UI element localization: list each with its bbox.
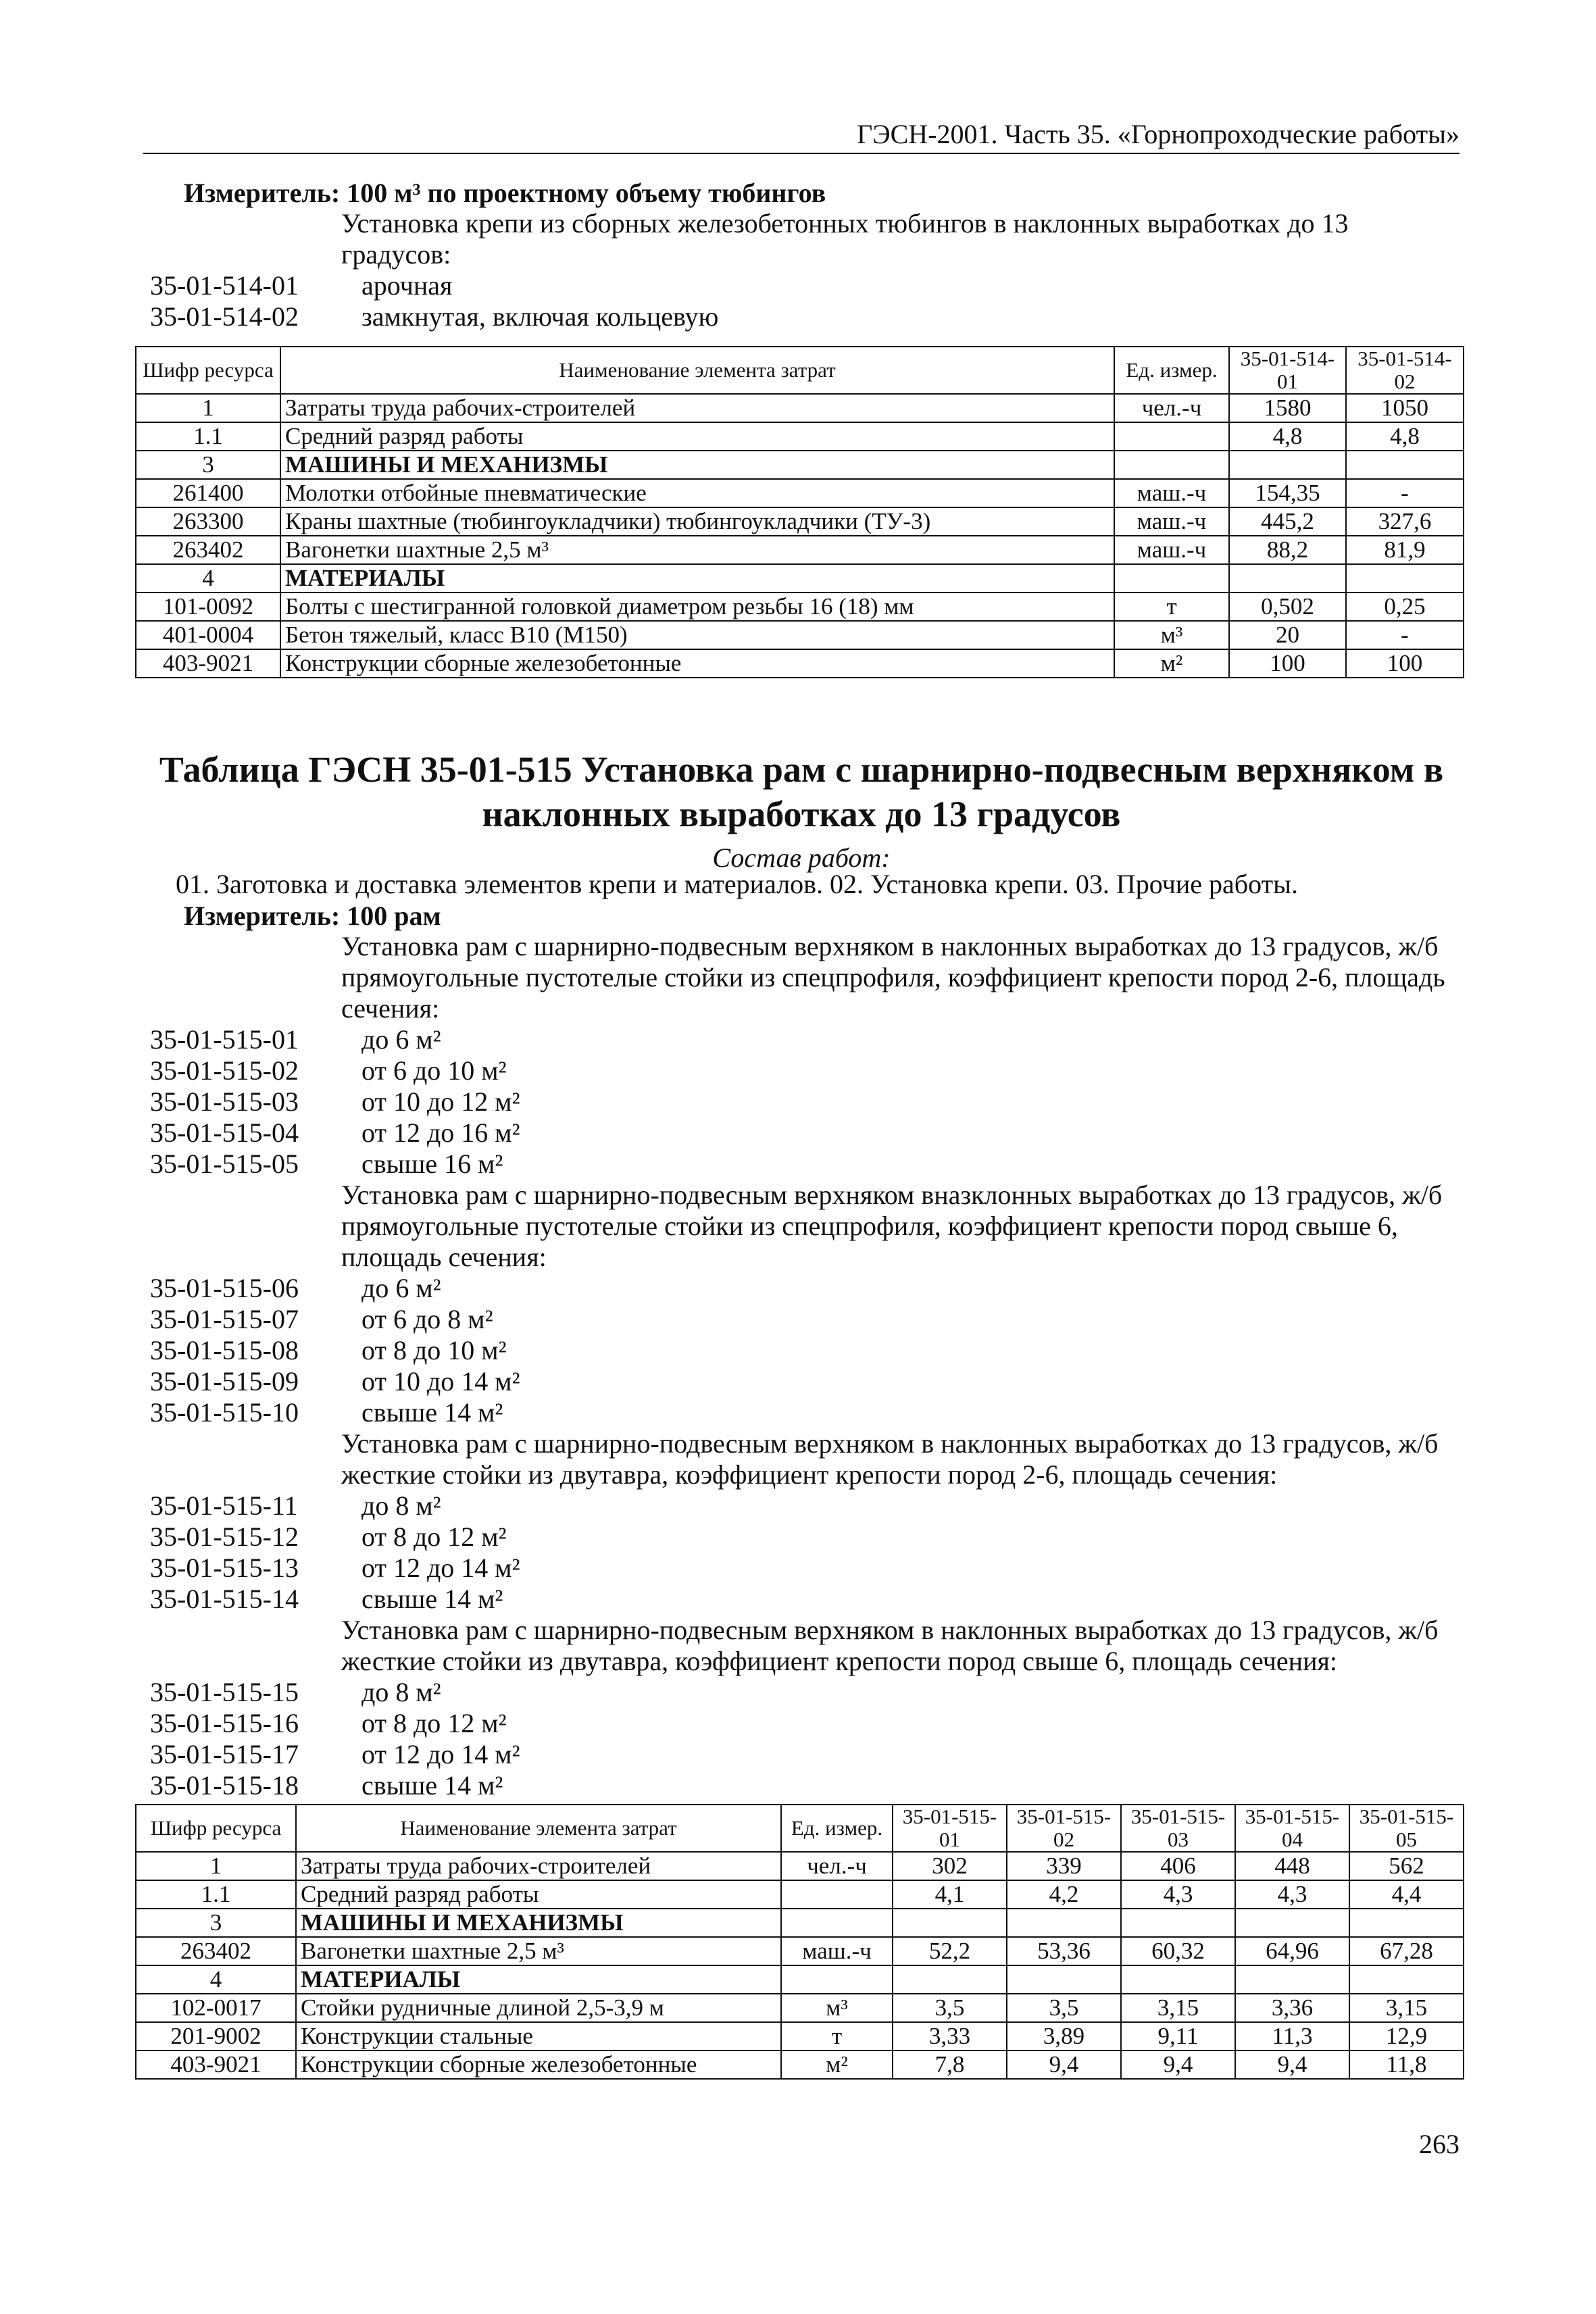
description-line: прямоугольные пустотелые стойки из спецпрофиля, коэффициент крепости пород 2-6, площадь: [341, 962, 1445, 992]
value-cell: [1346, 451, 1464, 479]
table-row: [136, 2022, 1464, 2051]
item-label: свыше 14 м²: [361, 1397, 503, 1428]
value-cell: 4,4: [1349, 1880, 1464, 1909]
value-cell: [1346, 564, 1464, 593]
value-cell: 0,502: [1229, 593, 1346, 621]
value-cell: 327,6: [1346, 507, 1464, 536]
resource-code-cell: 102-0017: [136, 1994, 296, 2022]
value-cell: 154,35: [1229, 479, 1346, 507]
resource-table-1: [135, 346, 1464, 678]
value-cell: 9,4: [1235, 2051, 1349, 2079]
item-code: 35-01-515-04: [150, 1117, 299, 1148]
resource-code-cell: 3: [136, 451, 280, 479]
table-title: Таблица ГЭСН 35-01-515 Установка рам с шарнирно-подвесным верхняком в: [159, 749, 1444, 790]
description-line: площадь сечения:: [341, 1242, 547, 1272]
resource-code-cell: 403-9021: [136, 649, 280, 678]
item-label: от 10 до 12 м²: [361, 1086, 520, 1117]
table-row: [136, 507, 1464, 536]
value-cell: 4,2: [1007, 1880, 1121, 1909]
value-cell: 302: [893, 1852, 1007, 1880]
value-cell: 60,32: [1121, 1937, 1235, 1965]
unit-cell: [781, 1880, 893, 1909]
item-code: 35-01-515-11: [150, 1490, 298, 1521]
value-cell: 339: [1007, 1852, 1121, 1880]
table-row: [136, 1880, 1464, 1909]
value-cell: [1349, 1965, 1464, 1994]
resource-name-cell: Вагонетки шахтные 2,5 м³: [280, 536, 1114, 564]
item-code: 35-01-515-03: [150, 1086, 299, 1117]
column-header: 35-01-515-04: [1235, 1805, 1349, 1852]
item-label: от 10 до 14 м²: [361, 1366, 520, 1397]
resource-name-cell: МАТЕРИАЛЫ: [280, 564, 1114, 593]
item-label: от 8 до 12 м²: [361, 1521, 507, 1552]
value-cell: 448: [1235, 1852, 1349, 1880]
description-line: жесткие стойки из двутавра, коэффициент крепости пород 2-6, площадь сечения:: [341, 1459, 1278, 1490]
value-cell: [1235, 1909, 1349, 1937]
section-row: [136, 564, 1464, 593]
resource-name-cell: МАШИНЫ И МЕХАНИЗМЫ: [296, 1909, 781, 1937]
value-cell: [1229, 451, 1346, 479]
resource-code-cell: 261400: [136, 479, 280, 507]
unit-cell: маш.-ч: [1114, 536, 1229, 564]
value-cell: 100: [1346, 649, 1464, 678]
table-header-row: [136, 347, 1464, 394]
value-cell: 445,2: [1229, 507, 1346, 536]
item-label: до 8 м²: [361, 1490, 441, 1521]
value-cell: 3,15: [1349, 1994, 1464, 2022]
description-line: Установка рам с шарнирно-подвесным верхняком в наклонных выработках до 13 градусов, ж/б: [341, 931, 1439, 961]
item-label: от 12 до 16 м²: [361, 1117, 520, 1148]
column-header: 35-01-515-02: [1007, 1805, 1121, 1852]
table-row: [136, 1994, 1464, 2022]
item-code: 35-01-514-02: [150, 301, 299, 332]
item-code: 35-01-515-17: [150, 1739, 299, 1769]
value-cell: 3,36: [1235, 1994, 1349, 2022]
table-row: [136, 649, 1464, 678]
item-code: 35-01-515-13: [150, 1553, 299, 1583]
value-cell: 88,2: [1229, 536, 1346, 564]
item-code: 35-01-515-06: [150, 1273, 299, 1303]
table-row: [136, 394, 1464, 422]
resource-name-cell: Болты с шестигранной головкой диаметром резьбы 16 (18) мм: [280, 593, 1114, 621]
description-line: Установка рам с шарнирно-подвесным верхняком в наклонных выработках до 13 градусов, ж/б: [341, 1428, 1439, 1459]
resource-name-cell: Краны шахтные (тюбингоукладчики) тюбингоукладчики (ТУ-3): [280, 507, 1114, 536]
item-label: до 6 м²: [361, 1273, 441, 1303]
item-label: свыше 16 м²: [361, 1149, 503, 1179]
value-cell: 406: [1121, 1852, 1235, 1880]
value-cell: 52,2: [893, 1937, 1007, 1965]
value-cell: 11,8: [1349, 2051, 1464, 2079]
resource-name-cell: Средний разряд работы: [280, 422, 1114, 451]
item-code: 35-01-515-08: [150, 1335, 299, 1365]
table-row: [136, 1937, 1464, 1965]
value-cell: -: [1346, 479, 1464, 507]
value-cell: 1050: [1346, 394, 1464, 422]
resource-name-cell: Конструкции стальные: [296, 2022, 781, 2051]
value-cell: 20: [1229, 621, 1346, 649]
table-row: [136, 593, 1464, 621]
value-cell: 9,4: [1007, 2051, 1121, 2079]
resource-code-cell: 101-0092: [136, 593, 280, 621]
resource-code-cell: 1.1: [136, 1880, 296, 1909]
item-code: 35-01-515-14: [150, 1584, 299, 1614]
resource-name-cell: Вагонетки шахтные 2,5 м³: [296, 1937, 781, 1965]
value-cell: 100: [1229, 649, 1346, 678]
resource-code-cell: 201-9002: [136, 2022, 296, 2051]
value-cell: [1349, 1909, 1464, 1937]
table-row: [136, 536, 1464, 564]
unit-cell: м²: [1114, 649, 1229, 678]
item-label: свыше 14 м²: [361, 1584, 503, 1614]
value-cell: 4,3: [1235, 1880, 1349, 1909]
item-code: 35-01-515-18: [150, 1770, 299, 1801]
column-header: 35-01-515-05: [1349, 1805, 1464, 1852]
value-cell: 1580: [1229, 394, 1346, 422]
value-cell: [1121, 1909, 1235, 1937]
value-cell: 7,8: [893, 2051, 1007, 2079]
resource-name-cell: Затраты труда рабочих-строителей: [296, 1852, 781, 1880]
column-header: Наименование элемента затрат: [280, 347, 1114, 394]
resource-name-cell: Конструкции сборные железобетонные: [296, 2051, 781, 2079]
resource-name-cell: Конструкции сборные железобетонные: [280, 649, 1114, 678]
resource-name-cell: Молотки отбойные пневматические: [280, 479, 1114, 507]
unit-cell: т: [1114, 593, 1229, 621]
value-cell: 3,5: [1007, 1994, 1121, 2022]
resource-name-cell: Затраты труда рабочих-строителей: [280, 394, 1114, 422]
value-cell: 3,15: [1121, 1994, 1235, 2022]
resource-code-cell: 4: [136, 1965, 296, 1994]
item-code: 35-01-515-12: [150, 1521, 299, 1552]
item-code: 35-01-515-05: [150, 1149, 299, 1179]
item-code: 35-01-515-10: [150, 1397, 299, 1428]
value-cell: 9,4: [1121, 2051, 1235, 2079]
column-header: Шифр ресурса: [136, 1805, 296, 1852]
table-row: [136, 1852, 1464, 1880]
item-label: от 8 до 12 м²: [361, 1708, 507, 1738]
unit-cell: м³: [781, 1994, 893, 2022]
unit-cell: [1114, 422, 1229, 451]
description-line: прямоугольные пустотелые стойки из спецпрофиля, коэффициент крепости пород свыше 6,: [341, 1211, 1398, 1241]
item-code: 35-01-515-09: [150, 1366, 299, 1397]
value-cell: [1229, 564, 1346, 593]
item-label: до 8 м²: [361, 1677, 441, 1707]
value-cell: 4,8: [1229, 422, 1346, 451]
value-cell: 53,36: [1007, 1937, 1121, 1965]
value-cell: [1007, 1909, 1121, 1937]
unit-cell: м³: [1114, 621, 1229, 649]
value-cell: 3,89: [1007, 2022, 1121, 2051]
table-row: [136, 422, 1464, 451]
value-cell: 11,3: [1235, 2022, 1349, 2051]
unit-cell: т: [781, 2022, 893, 2051]
table-row: [136, 479, 1464, 507]
item-code: 35-01-515-16: [150, 1708, 299, 1738]
measure-line-1: Измеритель: 100 м³ по проектному объему тюбингов: [184, 178, 826, 208]
item-code: 35-01-515-01: [150, 1024, 299, 1055]
item-label: до 6 м²: [361, 1024, 441, 1055]
value-cell: 0,25: [1346, 593, 1464, 621]
item-label: от 6 до 10 м²: [361, 1055, 507, 1086]
resource-code-cell: 1.1: [136, 422, 280, 451]
value-cell: [1121, 1965, 1235, 1994]
description-line: градусов:: [341, 239, 451, 270]
value-cell: 4,1: [893, 1880, 1007, 1909]
resource-code-cell: 1: [136, 394, 280, 422]
value-cell: 4,3: [1121, 1880, 1235, 1909]
column-header: Шифр ресурса: [136, 347, 280, 394]
item-code: 35-01-515-02: [150, 1055, 299, 1086]
resource-code-cell: 263300: [136, 507, 280, 536]
value-cell: 67,28: [1349, 1937, 1464, 1965]
value-cell: [893, 1909, 1007, 1937]
unit-cell: маш.-ч: [1114, 479, 1229, 507]
unit-cell: чел.-ч: [781, 1852, 893, 1880]
item-code: 35-01-515-15: [150, 1677, 299, 1707]
section-row: [136, 451, 1464, 479]
resource-code-cell: 263402: [136, 1937, 296, 1965]
value-cell: 3,5: [893, 1994, 1007, 2022]
item-label: арочная: [361, 270, 453, 301]
description-line: жесткие стойки из двутавра, коэффициент крепости пород свыше 6, площадь сечения:: [341, 1646, 1337, 1676]
value-cell: 4,8: [1346, 422, 1464, 451]
value-cell: [893, 1965, 1007, 1994]
value-cell: -: [1346, 621, 1464, 649]
unit-cell: [1114, 451, 1229, 479]
resource-code-cell: 4: [136, 564, 280, 593]
item-label: от 12 до 14 м²: [361, 1553, 520, 1583]
resource-code-cell: 1: [136, 1852, 296, 1880]
resource-table-2: [135, 1804, 1464, 2080]
resource-name-cell: Стойки рудничные длиной 2,5-3,9 м: [296, 1994, 781, 2022]
unit-cell: чел.-ч: [1114, 394, 1229, 422]
composition-text: 01. Заготовка и доставка элементов крепи и материалов. 02. Установка крепи. 03. Прочие работы.: [176, 869, 1298, 899]
column-header: 35-01-514-01: [1229, 347, 1346, 394]
table-row: [136, 621, 1464, 649]
column-header: Наименование элемента затрат: [296, 1805, 781, 1852]
item-label: от 12 до 14 м²: [361, 1739, 520, 1769]
description-line: Установка рам с шарнирно-подвесным верхняком вназклонных выработках до 13 градусов, ж/б: [341, 1180, 1443, 1210]
item-label: от 8 до 10 м²: [361, 1335, 507, 1365]
item-code: 35-01-515-07: [150, 1304, 299, 1334]
resource-name-cell: МАШИНЫ И МЕХАНИЗМЫ: [280, 451, 1114, 479]
table-header-row: [136, 1805, 1464, 1852]
unit-cell: маш.-ч: [1114, 507, 1229, 536]
value-cell: [1007, 1965, 1121, 1994]
description-line: Установка рам с шарнирно-подвесным верхняком в наклонных выработках до 13 градусов, ж/б: [341, 1615, 1439, 1645]
resource-code-cell: 403-9021: [136, 2051, 296, 2079]
section-row: [136, 1965, 1464, 1994]
item-label: от 6 до 8 м²: [361, 1304, 493, 1334]
unit-cell: м²: [781, 2051, 893, 2079]
value-cell: 9,11: [1121, 2022, 1235, 2051]
running-header: ГЭСН-2001. Часть 35. «Горнопроходческие работы»: [143, 116, 1460, 154]
resource-code-cell: 401-0004: [136, 621, 280, 649]
unit-cell: [1114, 564, 1229, 593]
item-label: замкнутая, включая кольцевую: [361, 301, 719, 332]
unit-cell: [781, 1909, 893, 1937]
page-number: 263: [1419, 2129, 1460, 2159]
unit-cell: маш.-ч: [781, 1937, 893, 1965]
value-cell: 12,9: [1349, 2022, 1464, 2051]
resource-code-cell: 263402: [136, 536, 280, 564]
composition-heading: Состав работ:: [712, 842, 891, 873]
resource-code-cell: 3: [136, 1909, 296, 1937]
measure-line-2: Измеритель: 100 рам: [184, 901, 441, 931]
value-cell: 562: [1349, 1852, 1464, 1880]
item-label: свыше 14 м²: [361, 1770, 503, 1801]
section-row: [136, 1909, 1464, 1937]
value-cell: 81,9: [1346, 536, 1464, 564]
description-line: сечения:: [341, 993, 440, 1024]
column-header: Ед. измер.: [781, 1805, 893, 1852]
table-title: наклонных выработках до 13 градусов: [482, 794, 1121, 834]
resource-name-cell: Средний разряд работы: [296, 1880, 781, 1909]
resource-name-cell: Бетон тяжелый, класс В10 (М150): [280, 621, 1114, 649]
column-header: 35-01-515-01: [893, 1805, 1007, 1852]
column-header: 35-01-515-03: [1121, 1805, 1235, 1852]
item-code: 35-01-514-01: [150, 270, 299, 301]
column-header: 35-01-514-02: [1346, 347, 1464, 394]
value-cell: 3,33: [893, 2022, 1007, 2051]
table-row: [136, 2051, 1464, 2079]
description-line: Установка крепи из сборных железобетонных тюбингов в наклонных выработках до 13: [341, 208, 1349, 238]
value-cell: [1235, 1965, 1349, 1994]
column-header: Ед. измер.: [1114, 347, 1229, 394]
resource-name-cell: МАТЕРИАЛЫ: [296, 1965, 781, 1994]
unit-cell: [781, 1965, 893, 1994]
value-cell: 64,96: [1235, 1937, 1349, 1965]
